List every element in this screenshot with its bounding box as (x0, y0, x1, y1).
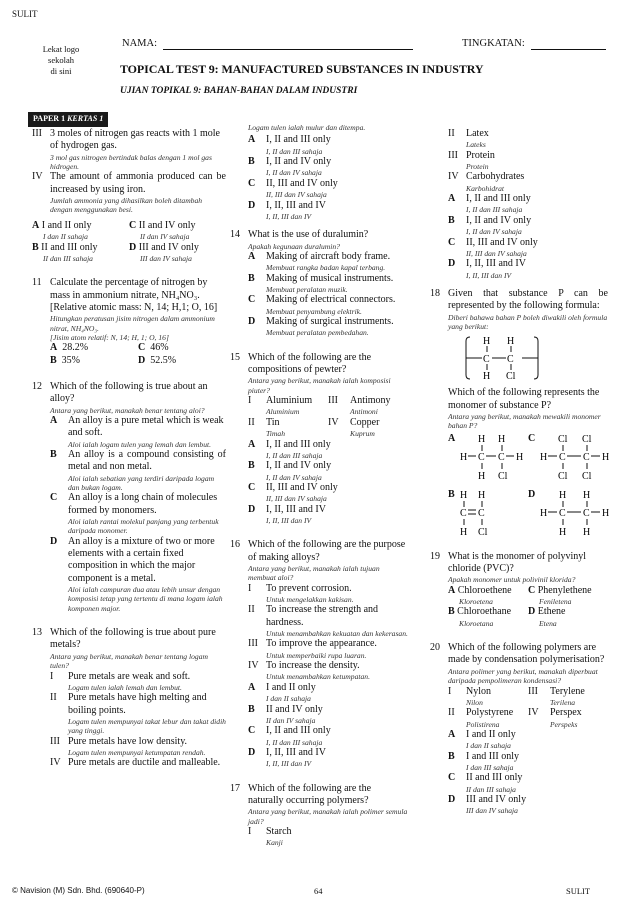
option-b[interactable]: B H H C C H Cl (448, 489, 528, 541)
svg-text:C: C (559, 507, 566, 519)
statement-i: I Starch Kanji (248, 826, 292, 848)
question-number: 18 (430, 287, 440, 299)
statement-text: 3 moles of nitrogen gas reacts with 1 mole of hydrogen gas. (50, 128, 220, 152)
statement-ii: II Latex Lateks (448, 128, 489, 150)
option-b[interactable]: B II and IV only II dan IV sahaja (248, 703, 323, 725)
svg-text:C: C (478, 507, 485, 519)
option-c[interactable]: C Cl Cl H C C H Cl Cl (528, 433, 608, 485)
option-b[interactable]: B II and III only II dan III sahaja (32, 241, 98, 263)
question-text-ms: Antara yang berikut, manakah ialah tujuan membuat aloi? (248, 563, 380, 583)
items-grid (448, 707, 608, 729)
question-12 (32, 381, 226, 613)
items-grid (448, 686, 608, 708)
question-text-ms: Diberi bahawa bahan P boleh diwakili oleh formula yang berikut: (448, 312, 608, 331)
question-13 (32, 627, 226, 770)
question-number: 17 (230, 782, 240, 794)
items-grid (248, 417, 408, 439)
question-text-ms: Antara yang berikut, manakah benar tentang logam tulen? (50, 651, 208, 671)
question-text-ms: Antara yang berikut, manakah benar tentang aloi? (50, 405, 205, 415)
svg-text:H: H (602, 451, 610, 463)
svg-text:H: H (478, 470, 486, 482)
svg-text:Cl: Cl (478, 526, 488, 538)
question-11 (32, 277, 226, 367)
option-a[interactable]: A 28.2% (50, 342, 89, 354)
page-subtitle: UJIAN TOPIKAL 9: BAHAN-BAHAN DALAM INDUSTRI (120, 86, 358, 96)
school-logo-placeholder (30, 44, 92, 77)
column-1 (32, 128, 226, 784)
form-field[interactable] (531, 49, 606, 50)
option-c[interactable]: C II and III only II dan III sahaja (448, 772, 523, 794)
items-grid (248, 395, 408, 417)
option-c[interactable]: C II, III and IV only II, III dan IV sahaja (248, 177, 338, 200)
option-c[interactable]: C Making of electrical connectors. Membuat penyambung elektrik. (248, 294, 396, 316)
svg-text:H: H (460, 489, 468, 501)
option-c[interactable]: C II, III and IV only II, III dan IV sahaja (448, 236, 538, 258)
question-18 (430, 288, 608, 541)
svg-text:C: C (559, 451, 566, 463)
question-text-ms: Antara yang berikut, manakah mewakili monomer bahan P? (448, 411, 601, 431)
statement-iv: IV Pure metals are ductile and malleable. (50, 757, 221, 769)
item-iii: III Terylene Terilena (528, 685, 585, 707)
question-14 (230, 229, 408, 338)
svg-text:C: C (460, 507, 467, 519)
option-a[interactable]: A H H H C C H H Cl (448, 433, 528, 485)
option-d[interactable]: D An alloy is a mixture of two or more elements with a certain fixed composition in which the major component is a metal. Aloi ialah campuran dua atau lebih unsur dengan komposisi tetap yang tertentu di mana logam ialah komponen major. (50, 535, 223, 613)
svg-text:C: C (478, 451, 485, 463)
option-b[interactable]: B An alloy is a compound consisting of metal and non metal. Aloi ialah sebatian yang terdiri daripada logam dan bukan logam. (50, 448, 226, 492)
item-ii: II Tin Timah (248, 416, 285, 439)
svg-text:H: H (559, 489, 567, 501)
form-label: TINGKATAN: (462, 38, 525, 49)
question-text: Which of the following represents the monomer of substance P? (448, 387, 600, 411)
question-text: Which of the following are the naturally occurring polymers? (248, 782, 372, 806)
question-number: 12 (32, 380, 42, 392)
option-a[interactable]: A I and II only I dan II sahaja (448, 728, 516, 751)
svg-text:H: H (602, 507, 610, 519)
statement-ii: II Pure metals have high melting and boiling points. Logam tulen mempunyai takat lebur dan takat didih yang tinggi. (50, 692, 226, 736)
option-d[interactable]: D III and IV only III dan IV sahaja (448, 794, 527, 816)
atom-h: H (507, 336, 515, 348)
statement-i: I To prevent corrosion. Untuk mengelakkan kakisan. (248, 582, 354, 605)
option-d[interactable]: D I, II, III and IV I, II, III dan IV (448, 258, 526, 280)
logo-line: Lekat logo (42, 44, 80, 54)
question-text: Which of the following are the compositions of pewter? (248, 351, 372, 376)
question-text-ms: [Jisim atom relatif: N, 14; H, 1; O, 16] (50, 332, 169, 342)
option-c[interactable]: C An alloy is a long chain of molecules formed by monomers. Aloi ialah rantai molekul panjang yang terbentuk daripada monomer. (50, 492, 219, 536)
svg-text:Cl: Cl (582, 433, 592, 445)
options-grid (448, 489, 608, 541)
structure-a (458, 433, 528, 485)
option-b[interactable]: B I, II and IV only I, II dan IV sahaja (448, 214, 532, 237)
item-i: I Aluminium Aluminium (248, 395, 313, 417)
question-number: 14 (230, 229, 240, 241)
option-c[interactable]: C II, III and IV only II, III dan IV sahaja (248, 481, 338, 504)
roman-numeral: IV (32, 171, 43, 183)
option-a[interactable]: A I, II and III only I, II dan III sahaja (248, 134, 331, 156)
page-number: 64 (314, 886, 323, 896)
question-text-ms: Apakah monomer untuk polivinil klorida? (448, 575, 576, 585)
options-grid (50, 355, 226, 367)
options-grid (448, 433, 608, 485)
option-a[interactable]: A I and II only I dan II sahaja (248, 681, 316, 704)
options-grid (32, 220, 226, 242)
question-text: Which of the following polymers are made by condensation polymerisation? (448, 642, 605, 666)
option-c[interactable]: C II and IV only II dan IV sahaja (129, 219, 196, 242)
statement-i: I Pure metals are weak and soft. Logam tulen ialah lemah dan lembut. (50, 670, 191, 692)
column-2 (230, 123, 408, 862)
option-d[interactable]: D Making of surgical instruments. Membuat peralatan pembedahan. (248, 316, 394, 338)
option-d[interactable]: D 52.5% (138, 354, 177, 366)
question-text: Calculate the percentage of nitrogen by mass in ammonium nitrate, NH₄NO₃. (50, 277, 208, 301)
roman-numeral: III (32, 128, 42, 139)
statement-iii: III Protein Protein (448, 149, 495, 171)
page-title: TOPICAL TEST 9: MANUFACTURED SUBSTANCES IN INDUSTRY (120, 62, 484, 76)
sulit-footer: SULIT (566, 886, 591, 896)
item-i: I Nylon Nilon (448, 685, 491, 707)
svg-text:Cl: Cl (498, 470, 508, 482)
question-number: 16 (230, 539, 240, 551)
paper-label: PAPER 1 (33, 114, 68, 123)
statement-text-ms: Logam tulen ialah mulur dan ditempa. (248, 123, 366, 132)
svg-text:H: H (478, 489, 486, 501)
svg-text:H: H (583, 526, 591, 538)
svg-text:Cl: Cl (558, 433, 568, 445)
atom-h: H (483, 371, 491, 383)
options-grid (448, 585, 608, 607)
item-ii: II Polystyrene Polistirena (448, 707, 514, 729)
question-text: Which of the following are the purpose of making alloys? (248, 539, 406, 563)
options-grid (32, 242, 226, 264)
statement-iii: III To improve the appearance. Untuk memperbaiki rupa luaran. (248, 638, 377, 660)
question-text: What is the monomer of polyvinyl chloride (PVC)? (448, 550, 587, 575)
statement-text-ms: Jumlah ammonia yang dihasilkan boleh ditambah dengan menggunakan besi. (50, 196, 203, 215)
question-number: 19 (430, 550, 440, 562)
statement-iii (32, 128, 226, 171)
item-iv: IV Copper Kuprum (328, 416, 380, 439)
logo-line: sekolah (48, 55, 74, 65)
option-a[interactable]: A I, II and III only I, II dan III sahaja (448, 193, 531, 215)
svg-text:H: H (540, 507, 548, 519)
logo-line: di sini (50, 66, 72, 76)
svg-text:Cl: Cl (558, 470, 568, 482)
svg-text:H: H (498, 433, 506, 445)
structure-c (538, 433, 616, 485)
item-iv: IV Perspex Perspeks (528, 707, 582, 729)
option-a[interactable]: A I and II only I dan II sahaja (32, 219, 92, 242)
question-number: 15 (230, 351, 240, 363)
statement-ii: II To increase the strength and hardness. Untuk menambahkan kekuatan dan kekerasan. (248, 604, 408, 639)
polymer-p-structure (462, 333, 542, 383)
statement-iii: III Pure metals have low density. Logam tulen mempunyai ketumpatan rendah. (50, 735, 206, 757)
option-b[interactable]: B 35% (50, 354, 81, 366)
option-a[interactable]: A Making of aircraft body frame. Membuat rangka badan kapal terbang. (248, 250, 391, 273)
question-16 (230, 539, 408, 768)
question-text: Which of the following is true about pure metals? (50, 627, 216, 651)
svg-text:H: H (583, 489, 591, 501)
svg-text:H: H (516, 451, 524, 463)
structure-d (538, 489, 616, 541)
option-d[interactable]: D I, II, III and IV I, II, III dan IV (248, 199, 326, 221)
question-10-cont (32, 128, 226, 263)
atom-c: C (483, 354, 490, 366)
question-17-cont (430, 128, 608, 280)
question-15 (230, 352, 408, 526)
option-c[interactable]: C Phenylethene Feniletena (528, 584, 592, 607)
structure-b (458, 489, 508, 541)
name-field[interactable] (163, 49, 413, 50)
svg-text:C: C (583, 507, 590, 519)
option-a[interactable]: A I, II and III only I, II dan III sahaja (248, 438, 331, 460)
option-b[interactable]: B Making of musical instruments. Membuat peralatan muzik. (248, 272, 394, 294)
question-text-ms: Antara yang berikut, manakah ialah komposisi piuter? (248, 376, 391, 395)
option-c[interactable]: C I, II and III only I, II dan III sahaja (248, 725, 331, 747)
svg-text:C: C (498, 451, 505, 463)
name-label: NAMA: (122, 38, 158, 49)
question-number: 20 (430, 642, 440, 654)
svg-text:H: H (460, 451, 468, 463)
statement-iv: IV Carbohydrates Karbohidrat (448, 171, 525, 193)
sulit-header: SULIT (12, 9, 38, 19)
question-text: Which of the following is true about an alloy? (50, 380, 208, 405)
option-d[interactable]: D Ethene Etena (528, 606, 566, 628)
svg-text:C: C (583, 451, 590, 463)
paper-badge (28, 112, 108, 127)
svg-text:H: H (478, 433, 486, 445)
option-a[interactable]: A Chloroethene Kloroetena (448, 584, 512, 607)
question-19 (430, 551, 608, 628)
svg-text:H: H (559, 526, 567, 538)
question-text-ms: Antara yang berikut, manakah ialah polimer semula jadi? (248, 807, 408, 826)
paper-label-ms: KERTAS 1 (67, 114, 104, 123)
option-b[interactable]: B Chloroethane Kloroetana (448, 606, 512, 628)
question-number: 11 (32, 277, 42, 289)
question-text: What is the use of duralumin? (248, 229, 369, 241)
svg-text:H: H (460, 526, 468, 538)
column-3 (430, 128, 608, 830)
question-text-ms: Hitungkan peratusan jisim nitrogen dalam ammonium nitrat, NH₄NO₃. (50, 314, 215, 333)
item-iii: III Antimony Antimoni (328, 395, 391, 417)
question-text: Given that substance P can be represented by the following formula: (448, 287, 608, 312)
option-b[interactable]: B I, II and IV only I, II dan IV sahaja (248, 460, 332, 482)
option-d[interactable]: D I, II, III and IV I, II, III dan IV (248, 503, 326, 525)
statement-text-ms: 3 mol gas nitrogen bertindak balas dengan 1 mol gas hidrogen. (50, 152, 212, 171)
statement-iv (32, 171, 226, 214)
option-d[interactable]: D III and IV only III dan IV sahaja (129, 241, 199, 263)
atom-cl: Cl (506, 371, 516, 383)
copyright-footer: © Navision (M) Sdn. Bhd. (690640-P) (12, 886, 145, 895)
options-grid (448, 606, 608, 628)
atom-c: C (507, 354, 514, 366)
option-b[interactable]: B I, II and IV only I, II dan IV sahaja (248, 156, 332, 178)
question-text-ms: Antara polimer yang berikut, manakah diperbuat daripada pempolimeran kondensasi? (448, 666, 598, 686)
option-b[interactable]: B I and III only I dan III sahaja (448, 750, 520, 772)
question-20 (430, 642, 608, 816)
question-text-ms: Apakah kegunaan duralumin? (248, 241, 340, 251)
options-grid (50, 342, 226, 354)
option-d[interactable]: D I, II, III and IV I, II, III dan IV (248, 746, 326, 769)
atom-h: H (483, 336, 491, 348)
statement-iv: IV To increase the density. Untuk menambahkan ketumpatan. (248, 660, 370, 682)
svg-text:Cl: Cl (582, 470, 592, 482)
option-a[interactable]: A An alloy is a pure metal which is weak and soft. Aloi ialah logam tulen yang lemah dan lembut. (50, 414, 224, 449)
question-number: 13 (32, 627, 42, 639)
option-d[interactable]: D H H H C C H H H (528, 489, 608, 541)
option-c[interactable]: C 46% (138, 342, 169, 354)
question-13-cont (230, 123, 408, 221)
question-17 (230, 783, 408, 848)
svg-text:H: H (540, 451, 548, 463)
question-text: [Relative atomic mass: N, 14; H,1; O, 16] (50, 301, 218, 313)
statement-text: The amount of ammonia produced can be increased by using iron. (50, 171, 226, 195)
